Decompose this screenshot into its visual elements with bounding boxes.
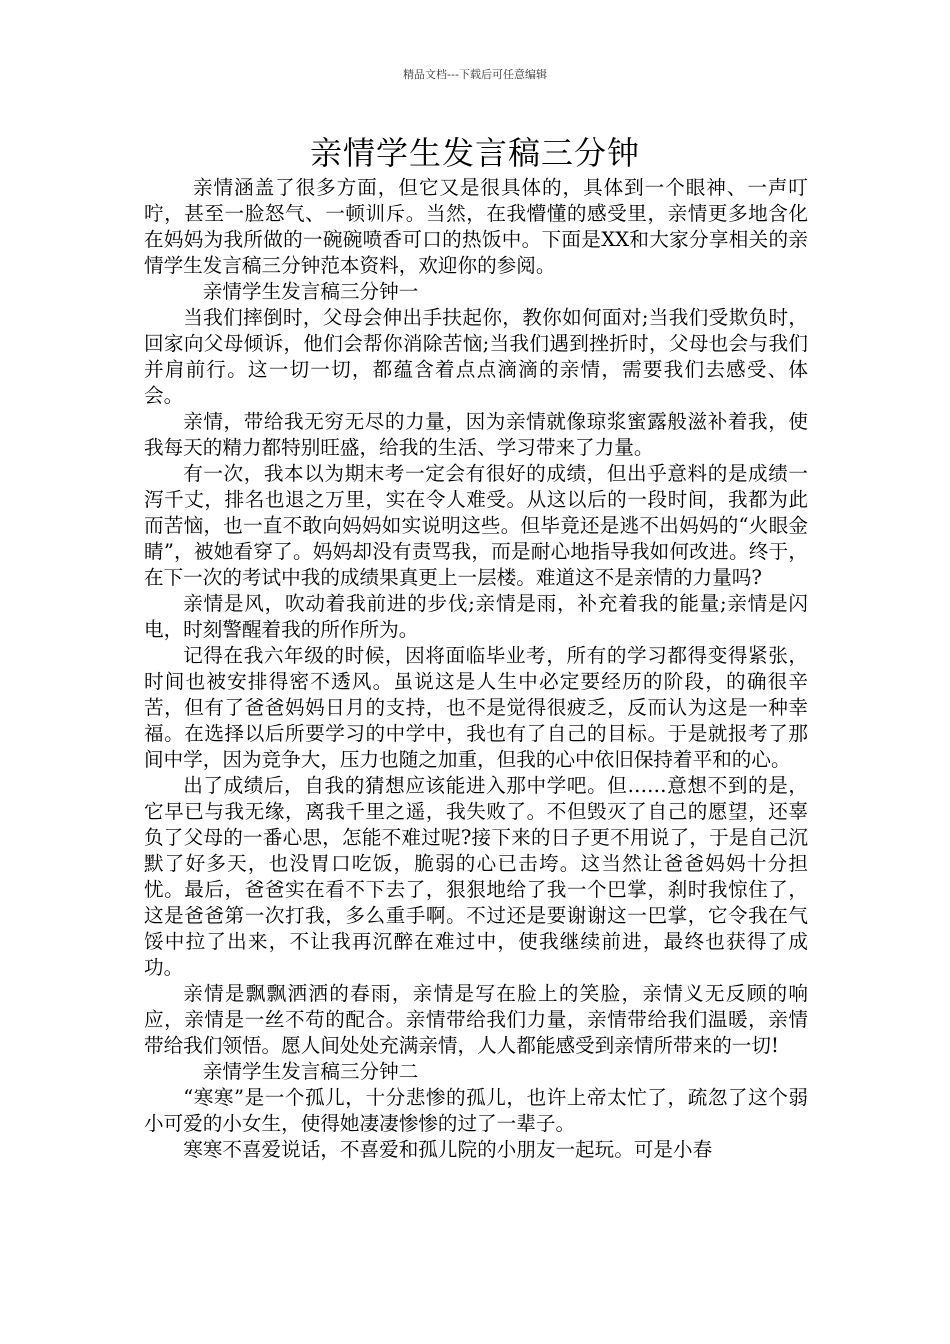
paragraph: 出了成绩后，自我的猜想应该能进入那中学吧。但……意想不到的是，它早已与我无缘，离我千里之遥，我失败了。不但毁灭了自己的愿望，还辜负了父母的一番心思，怎能不难过呢?接下来的日子更不用说了，于是自己沉默了好多天，也没胃口吃饭，脆弱的心已击垮。这当然让爸爸妈妈十分担忧。最后，爸爸实在看不下去了，狠狠地给了我一个巴掌，刹时我惊住了，这是爸爸第一次打我，多么重手啊。不过还是要谢谢这一巴掌，它令我在气馁中拉了出来，不让我再沉醉在难过中，使我继续前进，最终也获得了成功。 <box>144 774 808 979</box>
header-note: 精品文档---下载后可任意编辑 <box>403 68 547 81</box>
section-heading: 亲情学生发言稿三分钟一 <box>202 280 419 303</box>
document-body <box>144 175 808 1163</box>
paragraph: 有一次，我本以为期末考一定会有很好的成绩，但出乎意料的是成绩一泻千丈，排名也退之万里，实在令人难受。从这以后的一段时间，我都为此而苦恼，也一直不敢向妈妈如实说明这些。但毕竟还是逃不出妈妈的“火眼金睛”，被她看穿了。妈妈却没有责骂我，而是耐心地指导我如何改进。终于，在下一次的考试中我的成绩果真更上一层楼。难道这不是亲情的力量吗? <box>144 462 808 589</box>
paragraph: 寒寒不喜爱说话，不喜爱和孤儿院的小朋友一起玩。可是小春 <box>183 1138 713 1161</box>
section-heading: 亲情学生发言稿三分钟二 <box>202 1060 419 1083</box>
intro-paragraph: 亲情涵盖了很多方面，但它又是很具体的，具体到一个眼神、一声叮咛，甚至一脸怒气、一顿训斥。当然，在我懵懂的感受里，亲情更多地含化在妈妈为我所做的一碗碗喷香可口的热饭中。下面是XX和大家分享相关的亲情学生发言稿三分钟范本资料，欢迎你的参阅。 <box>144 176 808 277</box>
paragraph: 当我们摔倒时，父母会伸出手扶起你，教你如何面对;当我们受欺负时，回家向父母倾诉，他们会帮你消除苦恼;当我们遇到挫折时，父母也会与我们并肩前行。这一切一切，都蕴含着点点滴滴的亲情，需要我们去感受、体会。 <box>144 306 808 407</box>
paragraph: 记得在我六年级的时候，因将面临毕业考，所有的学习都得变得紧张，时间也被安排得密不透风。虽说这是人生中必定要经历的阶段，的确很辛苦，但有了爸爸妈妈日月的支持，也不是觉得很疲乏，反而认为这是一种幸福。在选择以后所要学习的中学中，我也有了自己的目标。于是就报考了那间中学，因为竞争大，压力也随之加重，但我的心中依旧保持着平和的心。 <box>144 644 808 771</box>
paragraph: “寒寒”是一个孤儿，十分悲惨的孤儿，也许上帝太忙了，疏忽了这个弱小可爱的小女生，使得她凄凄惨惨的过了一辈子。 <box>144 1086 808 1135</box>
paragraph: 亲情是飘飘洒洒的春雨，亲情是写在脸上的笑脸，亲情义无反顾的响应，亲情是一丝不苟的配合。亲情带给我们力量，亲情带给我们温暖，亲情带给我们领悟。愿人间处处充满亲情，人人都能感受到亲情所带来的一切! <box>144 982 808 1057</box>
document-title: 亲情学生发言稿三分钟 <box>309 134 640 172</box>
paragraph: 亲情，带给我无穷无尽的力量，因为亲情就像琼浆蜜露般滋补着我，使我每天的精力都特别旺盛，给我的生活、学习带来了力量。 <box>144 410 808 459</box>
paragraph: 亲情是风，吹动着我前进的步伐;亲情是雨，补充着我的能量;亲情是闪电，时刻警醒着我的所作所为。 <box>144 592 808 641</box>
